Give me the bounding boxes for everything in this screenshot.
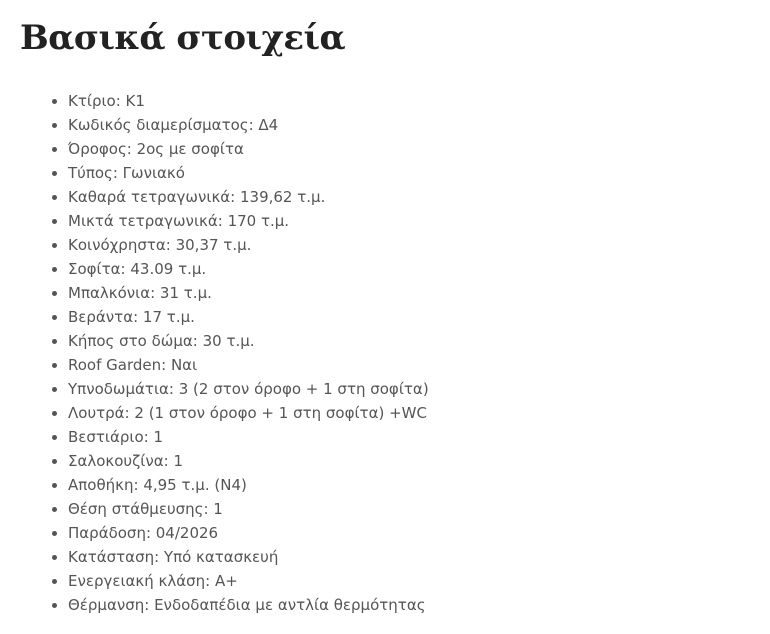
bullet-icon <box>52 579 57 584</box>
detail-item <box>20 113 760 137</box>
detail-item <box>20 233 760 257</box>
detail-text: Τύπος: Γωνιακό <box>68 164 185 182</box>
detail-item <box>20 425 760 449</box>
detail-text: Σαλοκουζίνα: 1 <box>68 452 183 470</box>
detail-item <box>20 89 760 113</box>
bullet-icon <box>52 531 57 536</box>
detail-text: Σοφίτα: 43.09 τ.μ. <box>68 260 207 278</box>
bullet-icon <box>52 603 57 608</box>
detail-item <box>20 449 760 473</box>
detail-item <box>20 305 760 329</box>
detail-text: Θέση στάθμευσης: 1 <box>68 500 223 518</box>
detail-text: Παράδοση: 04/2026 <box>68 524 219 542</box>
bullet-icon <box>52 315 57 320</box>
detail-text: Βεράντα: 17 τ.μ. <box>68 308 195 326</box>
bullet-icon <box>52 243 57 248</box>
detail-item <box>20 473 760 497</box>
detail-item <box>20 161 760 185</box>
bullet-icon <box>52 99 57 104</box>
detail-text: Υπνοδωμάτια: 3 (2 στον όροφο + 1 στη σοφίτα) <box>68 380 429 398</box>
bullet-icon <box>52 483 57 488</box>
bullet-icon <box>52 555 57 560</box>
detail-text: Μικτά τετραγωνικά: 170 τ.μ. <box>68 212 290 230</box>
bullet-icon <box>52 459 57 464</box>
bullet-icon <box>52 291 57 296</box>
bullet-icon <box>52 507 57 512</box>
detail-text: Κοινόχρηστα: 30,37 τ.μ. <box>68 236 252 254</box>
bullet-icon <box>52 339 57 344</box>
detail-text: Κωδικός διαμερίσματος: Δ4 <box>68 116 279 134</box>
detail-text: Κατάσταση: Υπό κατασκευή <box>68 548 279 566</box>
detail-item <box>20 569 760 593</box>
detail-item <box>20 137 760 161</box>
detail-item <box>20 281 760 305</box>
detail-item <box>20 329 760 353</box>
details-list <box>20 89 760 617</box>
detail-item <box>20 593 760 617</box>
detail-item <box>20 545 760 569</box>
detail-item <box>20 185 760 209</box>
detail-text: Roof Garden: Ναι <box>68 356 198 374</box>
bullet-icon <box>52 195 57 200</box>
bullet-icon <box>52 411 57 416</box>
detail-text: Ενεργειακή κλάση: Α+ <box>68 572 238 590</box>
bullet-icon <box>52 267 57 272</box>
detail-item <box>20 497 760 521</box>
detail-item <box>20 377 760 401</box>
bullet-icon <box>52 363 57 368</box>
bullet-icon <box>52 171 57 176</box>
bullet-icon <box>52 219 57 224</box>
bullet-icon <box>52 147 57 152</box>
detail-item <box>20 521 760 545</box>
detail-text: Αποθήκη: 4,95 τ.μ. (Ν4) <box>68 476 247 494</box>
detail-text: Καθαρά τετραγωνικά: 139,62 τ.μ. <box>68 188 326 206</box>
detail-item <box>20 353 760 377</box>
section-title: Βασικά στοιχεία <box>20 18 346 58</box>
detail-text: Κτίριο: Κ1 <box>68 92 145 110</box>
detail-item <box>20 257 760 281</box>
detail-item <box>20 401 760 425</box>
detail-text: Βεστιάριο: 1 <box>68 428 164 446</box>
bullet-icon <box>52 123 57 128</box>
detail-text: Κήπος στο δώμα: 30 τ.μ. <box>68 332 255 350</box>
main-content <box>20 0 760 617</box>
bullet-icon <box>52 387 57 392</box>
detail-text: Μπαλκόνια: 31 τ.μ. <box>68 284 212 302</box>
detail-text: Όροφος: 2ος με σοφίτα <box>68 140 244 158</box>
bullet-icon <box>52 435 57 440</box>
detail-text: Λουτρά: 2 (1 στον όροφο + 1 στη σοφίτα) +WC <box>68 404 427 422</box>
detail-item <box>20 209 760 233</box>
detail-text: Θέρμανση: Ενδοδαπέδια με αντλία θερμότητας <box>68 596 426 614</box>
